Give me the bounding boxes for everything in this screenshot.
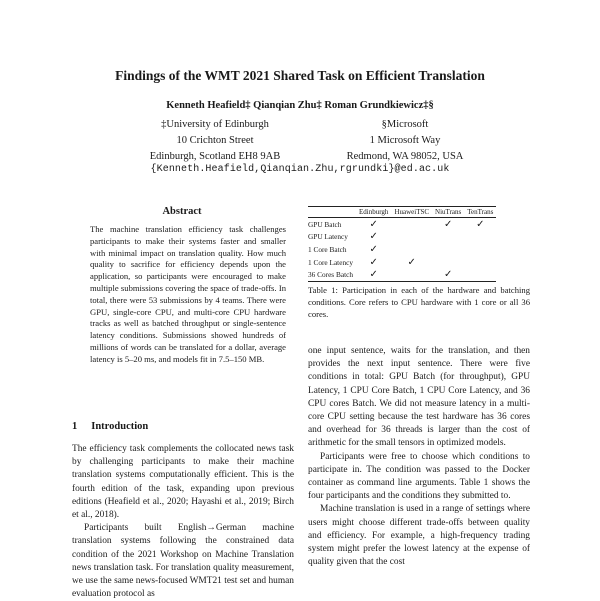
table-row	[308, 218, 496, 231]
paper-authors: Kenneth Heafield‡ Qianqian Zhu‡ Roman Grundkiewicz‡§	[166, 100, 434, 111]
paragraph: The efficiency task complements the collocated news task by challenging participants to make their machine translation systems computationally efficient. This is the fourth edition of the task, expanding upon previous editions (Heafield et al., 2020; Hayashi et al., 2019; Birch et al., 2018).	[72, 444, 294, 521]
affiliation-line: 1 Microsoft Way	[369, 135, 441, 146]
check-mark	[391, 268, 432, 281]
check-mark	[391, 243, 432, 256]
affiliation-line: ‡University of Edinburgh	[161, 119, 269, 130]
table-row	[308, 243, 496, 256]
table-corner	[308, 207, 356, 218]
table-row	[308, 256, 496, 269]
affiliation-line: Redmond, WA 98052, USA	[346, 151, 464, 162]
check-mark	[391, 231, 432, 244]
paper-title: Findings of the WMT 2021 Shared Task on Efficient Translation	[115, 68, 485, 83]
section-number: 1	[72, 421, 78, 432]
row-label: 1 Core Latency	[308, 257, 353, 267]
affiliation-line: Edinburgh, Scotland EH8 9AB	[149, 151, 281, 162]
abstract-heading: Abstract	[162, 206, 202, 217]
check-mark	[464, 231, 496, 244]
row-label: GPU Latency	[308, 232, 348, 242]
affiliation-microsoft	[320, 117, 490, 165]
table-row	[308, 231, 496, 244]
table-column-header: Edinburgh	[359, 208, 389, 216]
table-caption: Table 1: Participation in each of the hardware and batching conditions. Core refers to CPU hardware with 1 core or all 36 cores.	[308, 285, 530, 319]
section-title: Introduction	[91, 421, 149, 432]
row-label: 1 Core Batch	[308, 244, 347, 254]
check-mark	[464, 243, 496, 256]
check-mark: ✓	[476, 218, 485, 230]
section-heading-introduction	[72, 421, 148, 432]
affiliation-line: §Microsoft	[381, 119, 429, 130]
table-column-header: HuaweiTSC	[394, 208, 430, 216]
affiliation-edinburgh	[130, 117, 300, 165]
right-column-body	[308, 345, 530, 569]
check-mark: ✓	[407, 256, 416, 268]
paragraph: Machine translation is used in a range of settings where users might choose different trade-offs between quality and efficiency. For example, a high-frequency trading system might prefer the lowest latency at the expense of quality given that the cost	[308, 504, 530, 568]
table-column-header: TenTrans	[467, 208, 494, 216]
paragraph: Participants built English→German machine translation systems following the constrained data condition of the 2021 Workshop on Machine Translation news translation task. For translation quality measurement, we use the same news-focused WMT21 test set and human evaluation protocol as	[72, 523, 294, 600]
paragraph: Participants were free to choose which conditions to participate in. The condition was passed to the Docker container as command line arguments. Table 1 shows the four participants and the conditions they submitted to.	[308, 451, 530, 502]
affiliation-line: 10 Crichton Street	[176, 135, 254, 146]
table-row	[308, 268, 496, 281]
table-column-header: NiuTrans	[435, 208, 462, 216]
check-mark	[464, 256, 496, 269]
check-mark: ✓	[369, 269, 378, 281]
check-mark: ✓	[369, 256, 378, 268]
row-label: 36 Cores Batch	[308, 270, 353, 280]
check-mark	[391, 218, 432, 231]
check-mark	[464, 268, 496, 281]
check-mark	[432, 256, 464, 269]
introduction-body	[72, 443, 294, 601]
paragraph: one input sentence, waits for the translation, and then provides the next input sentence. There were five conditions in total: GPU Batch (for throughput), GPU Latency, 1 CPU Core Batch, 1 CPU Core Latency, and 36 CPU cores Batch. We did not measure latency in a multi-core CPU setting because the test hardware has 36 cores and overhead for 36 threads is larger than the cost of arithmetic for the small tensors in optimized models.	[308, 346, 530, 449]
check-mark	[432, 243, 464, 256]
check-mark: ✓	[443, 269, 453, 281]
participation-table	[308, 206, 496, 282]
check-mark: ✓	[369, 231, 378, 243]
check-mark: ✓	[369, 243, 378, 255]
check-mark: ✓	[443, 218, 453, 230]
check-mark	[432, 231, 464, 244]
author-emails: {Kenneth.Heafield,Qianqian.Zhu,rgrundki}@ed.ac.uk	[150, 164, 450, 175]
abstract-text: The machine translation efficiency task challenges participants to make their systems faster and smaller with minimal impact on translation quality. How much quality to sacrifice for efficiency depends upon the application, so participants were encouraged to make multiple submissions covering the space of trade-offs. In total, there were 53 submissions by 4 teams. There were GPU, single-core CPU, and multi-core CPU hardware tracks as well as batched throughput or single-sentence latency conditions. Submissions showed hundreds of millions of words can be translated for a dollar, average latency is 5–20 ms, and models fit in 7.5–150 MB.	[90, 224, 286, 364]
check-mark: ✓	[369, 218, 378, 230]
row-label: GPU Batch	[308, 219, 342, 229]
